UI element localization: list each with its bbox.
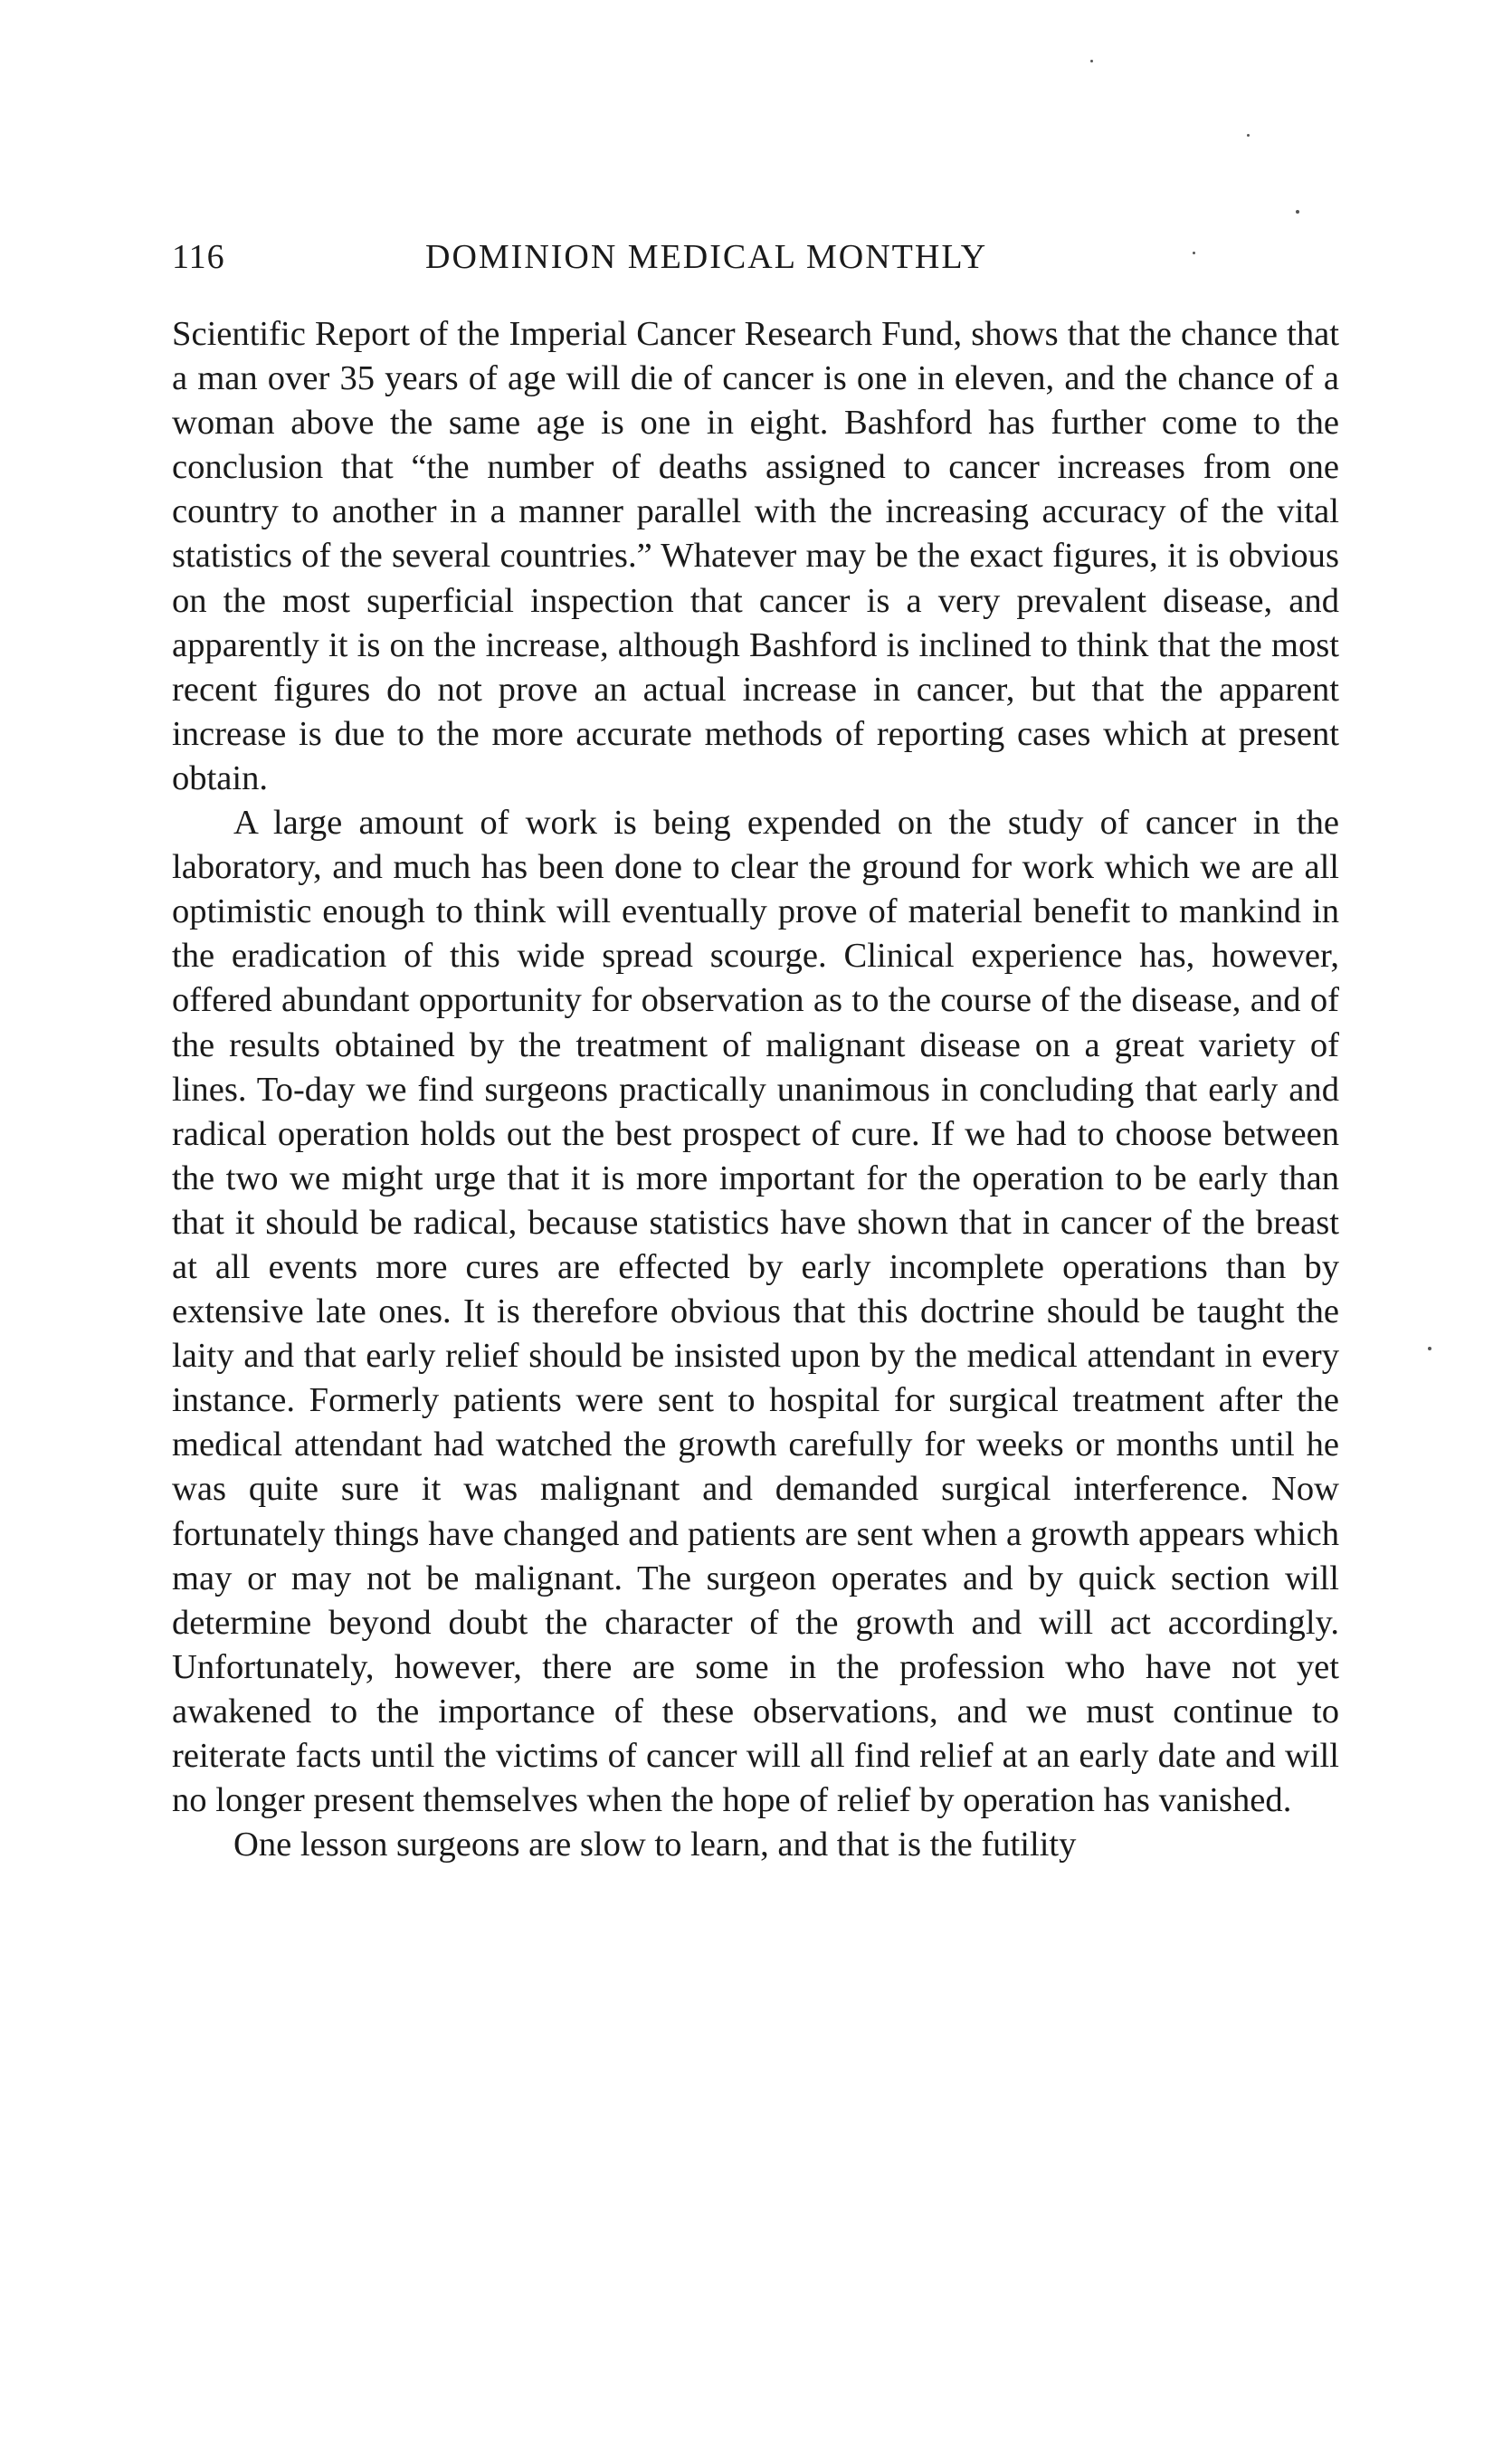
print-speck bbox=[1296, 210, 1299, 214]
page-number: 116 bbox=[172, 238, 225, 276]
page-header bbox=[172, 237, 1339, 291]
paragraph-2: A large amount of work is being expended on the study of cancer in the laboratory, and much has been done to clear the ground for work which we are all optimistic enough to think will eventually prove of material benefit to mankind in the eradication of this wide spread scourge. Clinical experience has, however, offered abundant opportunity for observation as to the course of the disease, and of the results obtained by the treatment of malignant disease on a great variety of lines. To-day we find surgeons practically unanimous in concluding that early and radical operation holds out the best prospect of cure. If we had to choose between the two we might urge that it is more important for the operation to be early than that it should be radical, because statistics have shown that in cancer of the breast at all events more cures are effected by early incomplete operations than by extensive late ones. It is therefore obvious that this doctrine should be taught the laity and that early relief should be insisted upon by the medical attendant in every instance. Formerly patients were sent to hospital for surgical treatment after the medical attendant had watched the growth carefully for weeks or months until he was quite sure it was malignant and demanded surgical interference. Now fortunately things have changed and patients are sent when a growth appears which may or may not be malignant. The surgeon operates and by quick section will determine beyond doubt the character of the growth and will act accordingly. Unfortunately, however, there are some in the profession who have not yet awakened to the importance of these observations, and we must continue to reiterate facts until the victims of cancer will all find relief at an early date and will no longer present themselves when the hope of relief by operation has vanished. bbox=[172, 804, 1339, 1820]
body-text bbox=[172, 312, 1339, 1867]
print-speck bbox=[1428, 1347, 1431, 1350]
print-speck bbox=[1247, 134, 1250, 137]
paragraph-1: Scientific Report of the Imperial Cancer Research Fund, shows that the chance that a man over 35 years of age will die of cancer is one in eleven, and the chance of a woman above the same age is one in eight. Bashford has further come to the conclusion that “the number of deaths assigned to cancer increases from one country to another in a manner parallel with the increasing accuracy of the vital statistics of the several countries.” Whatever may be the exact figures, it is obvious on the most superficial inspection that cancer is a very prevalent disease, and apparently it is on the increase, although Bashford is inclined to think that the most recent figures do not prove an actual increase in cancer, but that the apparent increase is due to the more accurate methods of reporting cases which at present obtain. bbox=[172, 315, 1339, 797]
print-speck bbox=[1193, 252, 1195, 254]
print-speck bbox=[1090, 60, 1093, 62]
paragraph-3: One lesson surgeons are slow to learn, and that is the futility bbox=[233, 1826, 1077, 1864]
running-head: DOMINION MEDICAL MONTHLY bbox=[425, 238, 988, 276]
